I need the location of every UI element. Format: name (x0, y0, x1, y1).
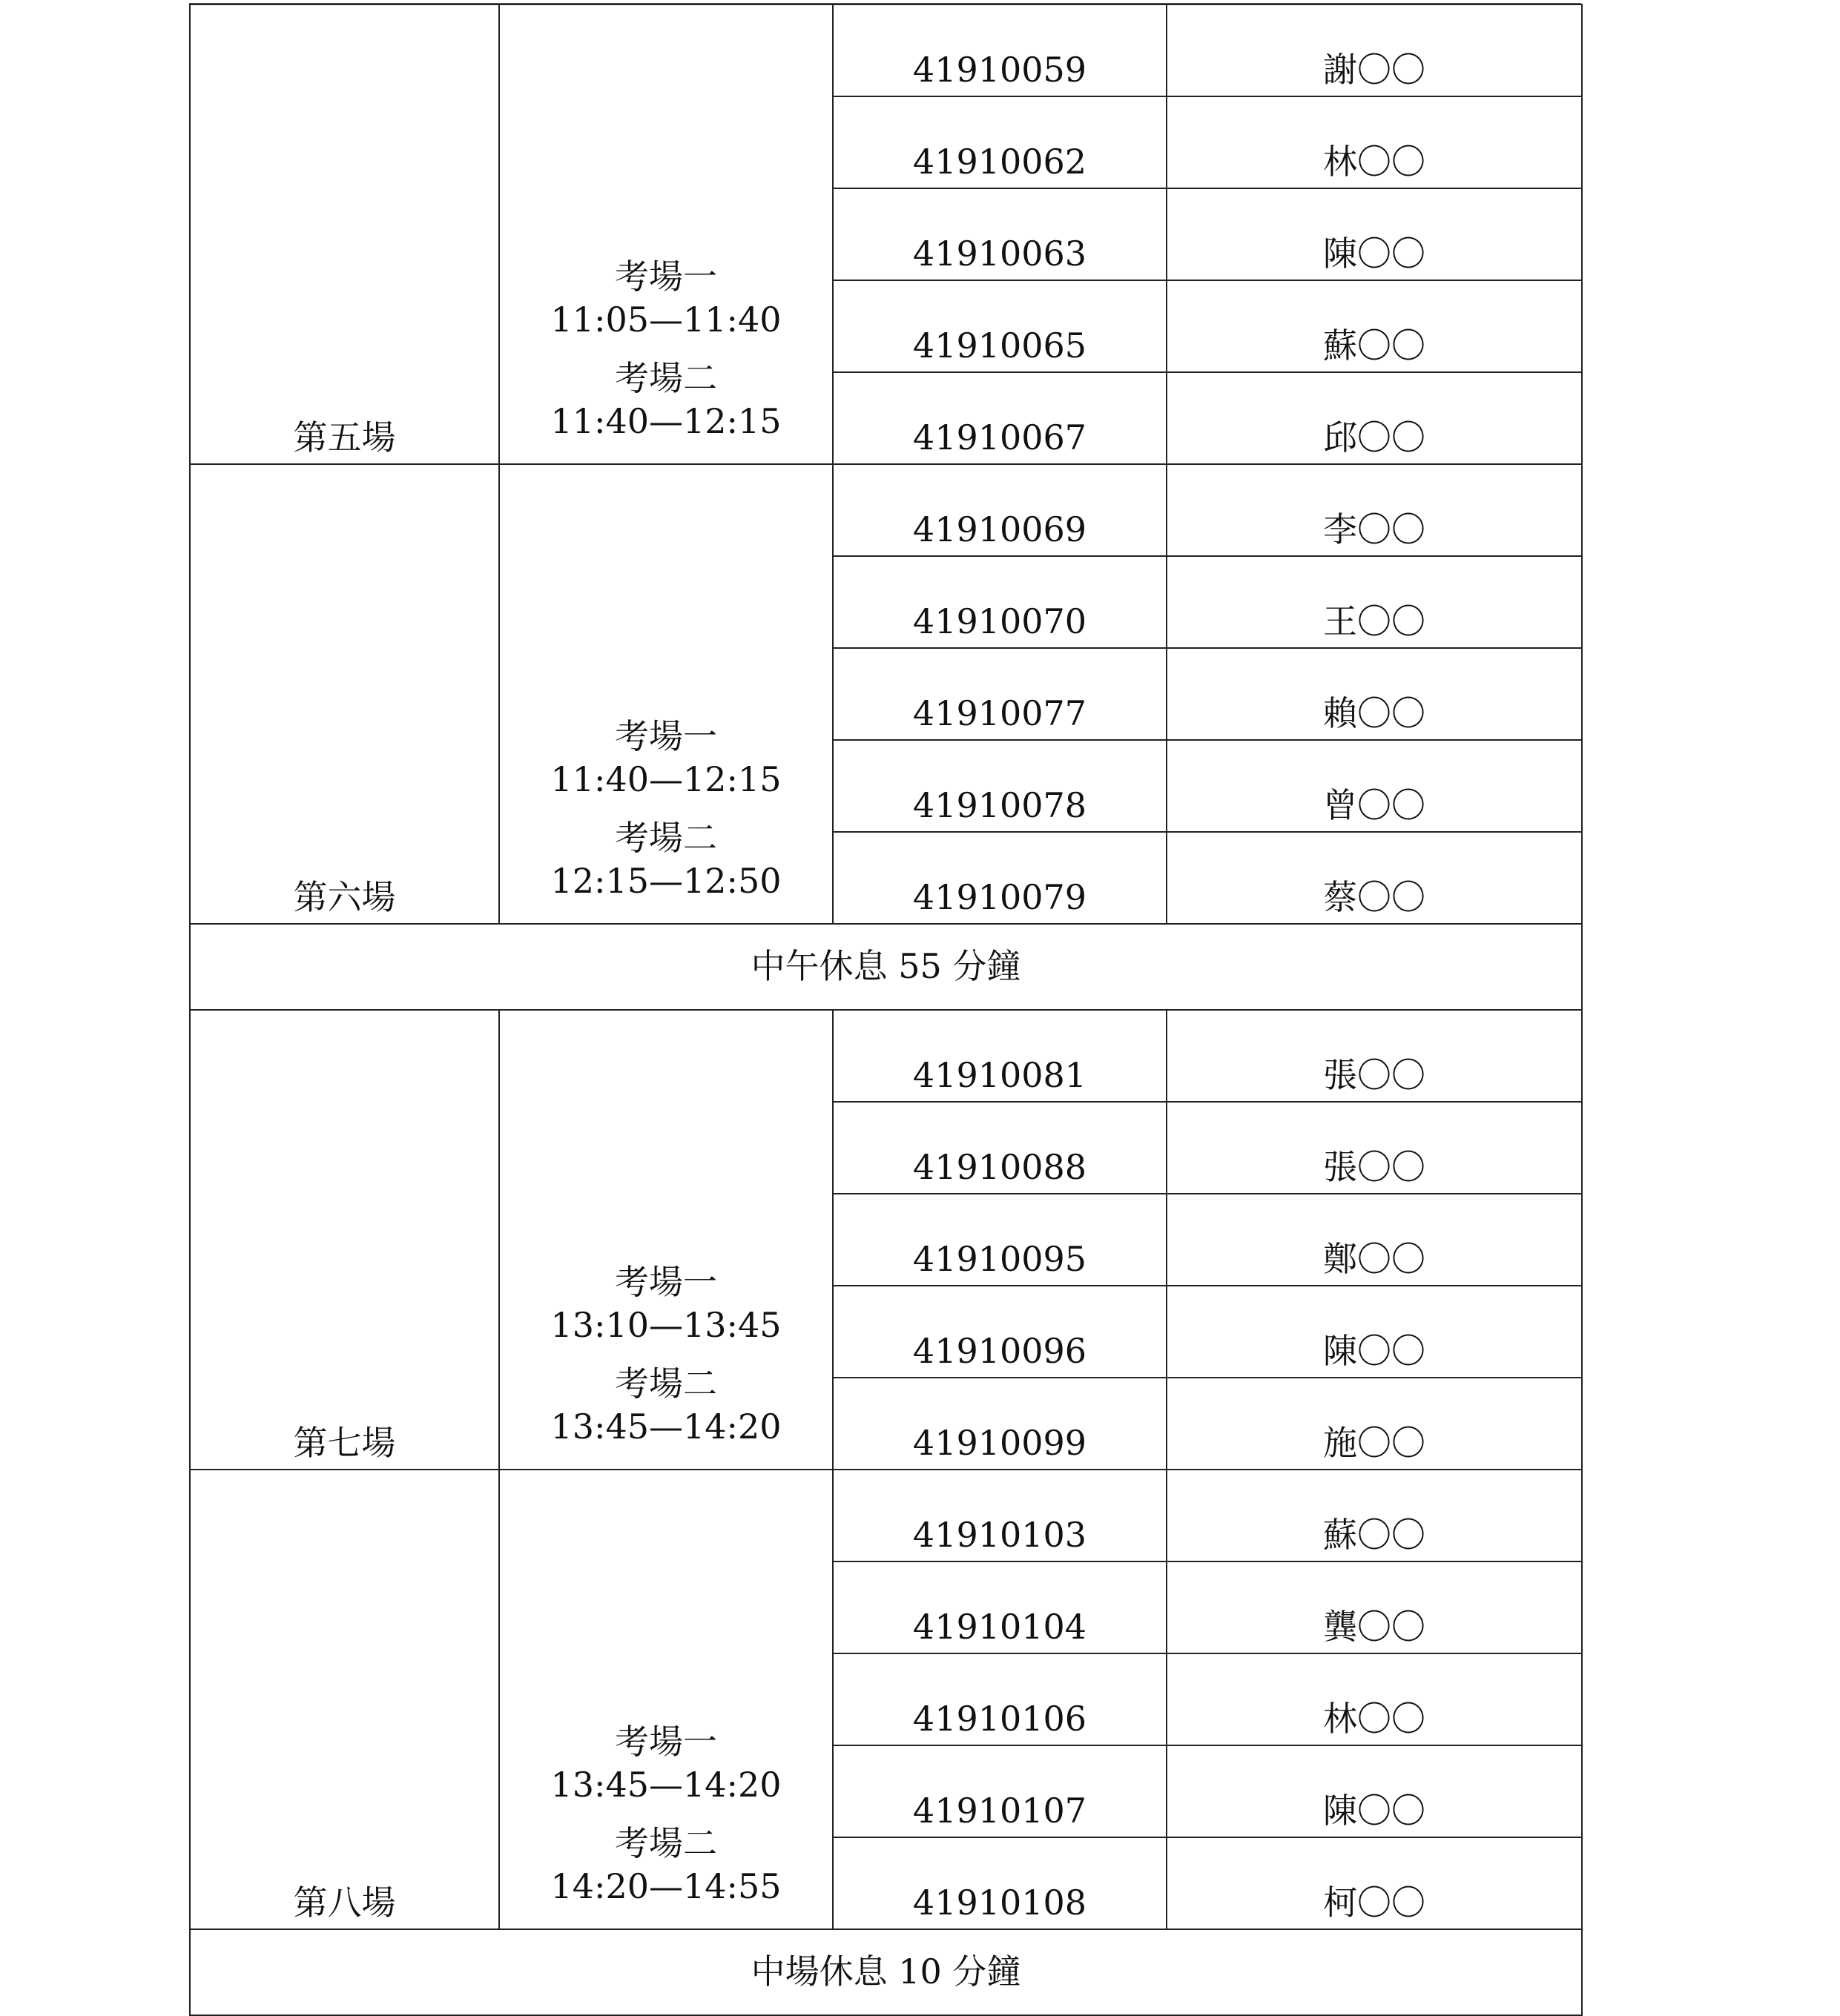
room-two (500, 817, 832, 902)
session-label: 第五場 (190, 4, 499, 464)
room-name: 考場二 (615, 1823, 717, 1863)
student-name: 李〇〇 (1167, 464, 1582, 556)
lunch-break-label: 中午休息 55 分鐘 (190, 924, 1582, 1010)
student-name: 陳〇〇 (1167, 188, 1582, 280)
room-time: 11:05—11:40 (550, 299, 782, 340)
student-id: 41910077 (833, 648, 1167, 740)
student-id: 41910096 (833, 1286, 1167, 1378)
student-id: 41910107 (833, 1745, 1167, 1837)
room-name: 考場二 (615, 1364, 717, 1404)
room-times (499, 464, 833, 924)
student-id: 41910103 (833, 1470, 1167, 1561)
student-name: 張〇〇 (1167, 1102, 1582, 1194)
room-time: 14:20—14:55 (550, 1865, 782, 1906)
table-row (190, 464, 1582, 556)
exam-schedule-table (189, 4, 1583, 2016)
room-one (500, 256, 832, 341)
student-name: 柯〇〇 (1167, 1837, 1582, 1929)
room-time: 13:45—14:20 (550, 1764, 782, 1805)
room-times (499, 1010, 833, 1470)
room-time: 13:45—14:20 (550, 1406, 782, 1447)
table-row (190, 4, 1582, 96)
student-id: 41910067 (833, 372, 1167, 464)
session-label: 第七場 (190, 1010, 499, 1470)
break-row (190, 1929, 1582, 2015)
student-name: 林〇〇 (1167, 96, 1582, 188)
student-name: 邱〇〇 (1167, 372, 1582, 464)
room-one (500, 1721, 832, 1806)
student-name: 張〇〇 (1167, 1010, 1582, 1102)
table-row (190, 1010, 1582, 1102)
room-name: 考場一 (615, 716, 717, 756)
student-name: 陳〇〇 (1167, 1286, 1582, 1378)
session-label: 第六場 (190, 464, 499, 924)
student-id: 41910069 (833, 464, 1167, 556)
student-name: 林〇〇 (1167, 1653, 1582, 1745)
room-time: 11:40—12:15 (550, 759, 782, 799)
student-id: 41910078 (833, 740, 1167, 832)
student-id: 41910081 (833, 1010, 1167, 1102)
room-times (499, 4, 833, 464)
room-name: 考場二 (615, 358, 717, 398)
room-one (500, 1261, 832, 1346)
room-times (499, 1470, 833, 1929)
student-name: 謝〇〇 (1167, 4, 1582, 96)
student-name: 龔〇〇 (1167, 1561, 1582, 1653)
student-id: 41910065 (833, 280, 1167, 372)
student-name: 陳〇〇 (1167, 1745, 1582, 1837)
student-id: 41910095 (833, 1194, 1167, 1286)
student-name: 蘇〇〇 (1167, 1470, 1582, 1561)
room-name: 考場一 (615, 1722, 717, 1762)
room-name: 考場一 (615, 257, 717, 297)
student-name: 施〇〇 (1167, 1378, 1582, 1470)
student-id: 41910059 (833, 4, 1167, 96)
student-id: 41910062 (833, 96, 1167, 188)
student-name: 王〇〇 (1167, 556, 1582, 648)
student-id: 41910063 (833, 188, 1167, 280)
room-two (500, 1363, 832, 1448)
room-two (500, 1822, 832, 1908)
session-label: 第八場 (190, 1470, 499, 1929)
room-name: 考場二 (615, 818, 717, 858)
student-name: 蘇〇〇 (1167, 280, 1582, 372)
student-name: 賴〇〇 (1167, 648, 1582, 740)
student-id: 41910079 (833, 832, 1167, 924)
student-name: 鄭〇〇 (1167, 1194, 1582, 1286)
room-name: 考場一 (615, 1262, 717, 1302)
student-name: 蔡〇〇 (1167, 832, 1582, 924)
student-name: 曾〇〇 (1167, 740, 1582, 832)
student-id: 41910070 (833, 556, 1167, 648)
room-two (500, 357, 832, 443)
student-id: 41910099 (833, 1378, 1167, 1470)
student-id: 41910088 (833, 1102, 1167, 1194)
student-id: 41910106 (833, 1653, 1167, 1745)
midway-break-label: 中場休息 10 分鐘 (190, 1929, 1582, 2015)
room-one (500, 715, 832, 801)
student-id: 41910104 (833, 1561, 1167, 1653)
student-id: 41910108 (833, 1837, 1167, 1929)
break-row (190, 924, 1582, 1010)
table-row (190, 1470, 1582, 1561)
room-time: 13:10—13:45 (550, 1304, 782, 1345)
room-time: 12:15—12:50 (550, 860, 782, 901)
room-time: 11:40—12:15 (550, 400, 782, 441)
